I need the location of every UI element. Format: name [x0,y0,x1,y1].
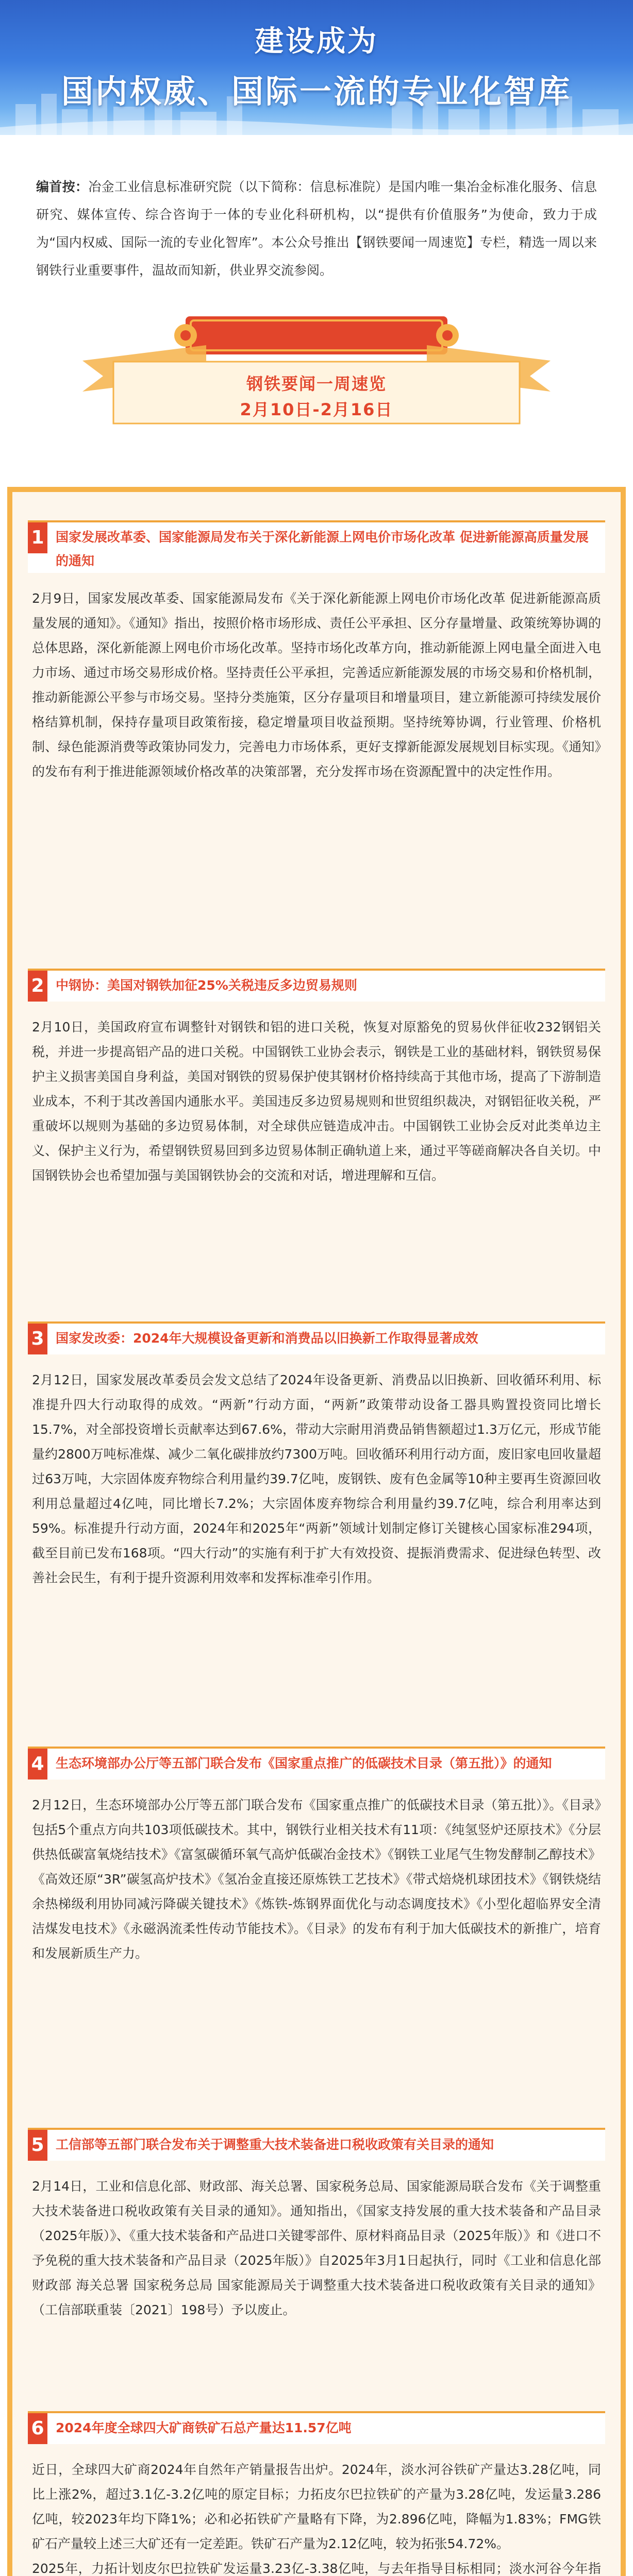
section-title: 中钢协：美国对钢铁加征25%关税违反多边贸易规则 [56,978,357,993]
section-number: 3 [28,1324,47,1354]
section-title: 国家发改委：2024年大规模设备更新和消费品以旧换新工作取得显著成效 [56,1331,478,1346]
section-body: 2月10日，美国政府宣布调整针对钢铁和铝的进口关税，恢复对原豁免的贸易伙伴征收232钢铝关税，并进一步提高铝产品的进口关税。中国钢铁工业协会表示，钢铁是工业的基础材料，钢铁贸易保护主义损害美国自身利益，美国对钢铁的贸易保护使其钢材价格持续高于其他市场，提高了下游制造业成本，不利于其改善国内通胀水平。美国违反多边贸易规则和世贸组织裁决，对钢铝征收关税，严重破坏以规则为基础的多边贸易体制，对全球供应链造成冲击。中国钢铁工业协会反对此类单边主义、保护主义行为，希望钢铁贸易回到多边贸易体制正确轨道上来，通过平等磋商解决各自关切。中国钢铁协会也希望加强与美国钢铁协会的交流和对话，增进理解和互信。 [32,1020,601,1183]
weekly-dates: 2月10日-2月16日 [240,400,393,419]
section-number: 5 [28,2130,47,2161]
section-header [28,969,605,1002]
section-header [28,520,605,573]
section-body: 2月12日，国家发展改革委员会发文总结了2024年设备更新、消费品以旧换新、回收循环利用、标准提升四大行动取得的成效。“两新”行动方面，“两新”政策带动设备工器具购置投资同比增长15.7%，对全部投资增长贡献率达到67.6%，带动大宗耐用消费品销售额超过1.3万亿元，形成节能量约2800万吨标准煤、减少二氧化碳排放约7300万吨。回收循环利用行动方面，废旧家电回收量超过63万吨，大宗固体废弃物综合利用量约39.7亿吨，废钢铁、废有色金属等10种主要再生资源回收利用总量超过4亿吨，同比增长7.2%；大宗固体废弃物综合利用量约39.7亿吨，综合利用率达到59%。标准提升行动方面，2024年和2025年“两新”领域计划制定修订关键核心国家标准294项，截至目前已发布168项。“四大行动”的实施有利于扩大有效投资、提振消费需求、促进绿色转型、改善社会民生，有利于提升资源利用效率和发挥标准牵引作用。 [32,1372,601,1585]
news-section-1 [28,520,605,784]
intro-text: 冶金工业信息标准研究院（以下简称：信息标准院）是国内唯一集冶金标准化服务、信息研究、媒体宣传、综合咨询于一体的专业化科研机构，以“提供有价值服务”为使命，致力于成为“国内权威、国际一流的专业化智库”。本公众号推出【钢铁要闻一周速览】专栏，精选一周以来钢铁行业重要事件，温故而知新，供业界交流参阅。 [36,179,597,278]
section-header [28,2411,605,2444]
banner-title-line2: 国内权威、国际一流的专业化智库 [61,73,572,110]
section-title: 生态环境部办公厅等五部门联合发布《国家重点推广的低碳技术目录（第五批）》的通知 [56,1756,552,1771]
header-banner [0,0,633,135]
weekly-title: 钢铁要闻一周速览 [246,374,387,394]
section-number: 1 [28,522,47,553]
section-header [28,2128,605,2161]
section-body: 2月9日，国家发展改革委、国家能源局发布《关于深化新能源上网电价市场化改革 促进新能源高质量发展的通知》。《通知》指出，按照价格市场形成、责任公平承担、区分存量增量、政策统筹协调的总体思路，深化新能源上网电价市场化改革。坚持市场化改革方向，推动新能源上网电量全面进入电力市场、通过市场交易形成价格。坚持责任公平承担，完善适应新能源发展的市场交易和价格机制，推动新能源公平参与市场交易。坚持分类施策，区分存量项目和增量项目，建立新能源可持续发展价格结算机制，保持存量项目政策衔接，稳定增量项目收益预期。坚持统筹协调，行业管理、价格机制、绿色能源消费等政策协同发力，完善电力市场体系，更好支撑新能源发展规划目标实现。《通知》的发布有利于推进能源领域价格改革的决策部署，充分发挥市场在资源配置中的决定性作用。 [32,591,601,779]
section-number: 4 [28,1749,47,1780]
section-body: 近日，全球四大矿商2024年自然年产销量报告出炉。2024年，淡水河谷铁矿产量达3.28亿吨，同比上涨2%，超过3.1亿-3.2亿吨的原定目标；力拓皮尔巴拉铁矿的产量为3.28亿吨，发运量3.286亿吨，较2023年均下降1%；必和必拓铁矿产量略有下降，为2.896亿吨，降幅为1.83%；FMG铁矿石产量较上述三大矿还有一定差距。铁矿石产量为2.12亿吨，较为拓张54.72%。 2025年，力拓计划皮尔巴拉铁矿发运量3.23亿-3.38亿吨，与去年指导目标相同；淡水河谷今年指 [32,2462,601,2576]
section-body: 2月14日，工业和信息化部、财政部、海关总署、国家税务总局、国家能源局联合发布《关于调整重大技术装备进口税收政策有关目录的通知》。通知指出，《国家支持发展的重大技术装备和产品目录（2025年版）》、《重大技术装备和产品进口关键零部件、原材料商品目录（2025年版）》和《进口不予免税的重大技术装备和产品目录（2025年版）》自2025年3月1日起执行，同时《工业和信息化部 财政部 海关总署 国家税务总局 国家能源局关于调整重大技术装备进口税收政策有关目录的通知》（工信部联重装〔2021〕198号）予以废止。 [32,2179,601,2317]
section-title: 2024年度全球四大矿商铁矿石总产量达11.57亿吨 [56,2420,352,2435]
news-section-3 [28,1321,605,1590]
content-frame [7,487,626,2576]
section-title: 国家发展改革委、国家能源局发布关于深化新能源上网电价市场化改革 促进新能源高质量发展的通知 [56,530,589,568]
weekly-header [0,304,633,433]
intro-paragraph [0,135,633,284]
news-section-6 [28,2411,605,2576]
section-body: 2月12日，生态环境部办公厅等五部门联合发布《国家重点推广的低碳技术目录（第五批）》。《目录》包括5个重点方向共103项低碳技术。其中，钢铁行业相关技术有11项：《纯氢竖炉还原技术》《分层供热低碳富氧烧结技术》《富氢碳循环氧气高炉低碳冶金技术》《钢铁工业尾气生物发酵制乙醇技术》《高效还原“3R”碳氢高炉技术》《氢冶金直接还原炼铁工艺技术》《带式焙烧机球团技术》《钢铁烧结余热梯级利用协同减污降碳关键技术》《炼铁-炼钢界面优化与动态调度技术》《小型化超临界安全清洁煤发电技术》《永磁涡流柔性传动节能技术》。《目录》的发布有利于加大低碳技术的新推广，培育和发展新质生产力。 [32,1798,601,1961]
intro-label: 编首按： [36,179,89,194]
news-section-4 [28,1747,605,1966]
section-title: 工信部等五部门联合发布关于调整重大技术装备进口税收政策有关目录的通知 [56,2137,494,2152]
section-header [28,1747,605,1780]
section-number: 6 [28,2413,47,2444]
section-header [28,1321,605,1354]
news-section-2 [28,969,605,1188]
news-section-5 [28,2128,605,2323]
banner-title-line1: 建设成为 [255,25,378,58]
section-number: 2 [28,971,47,1002]
